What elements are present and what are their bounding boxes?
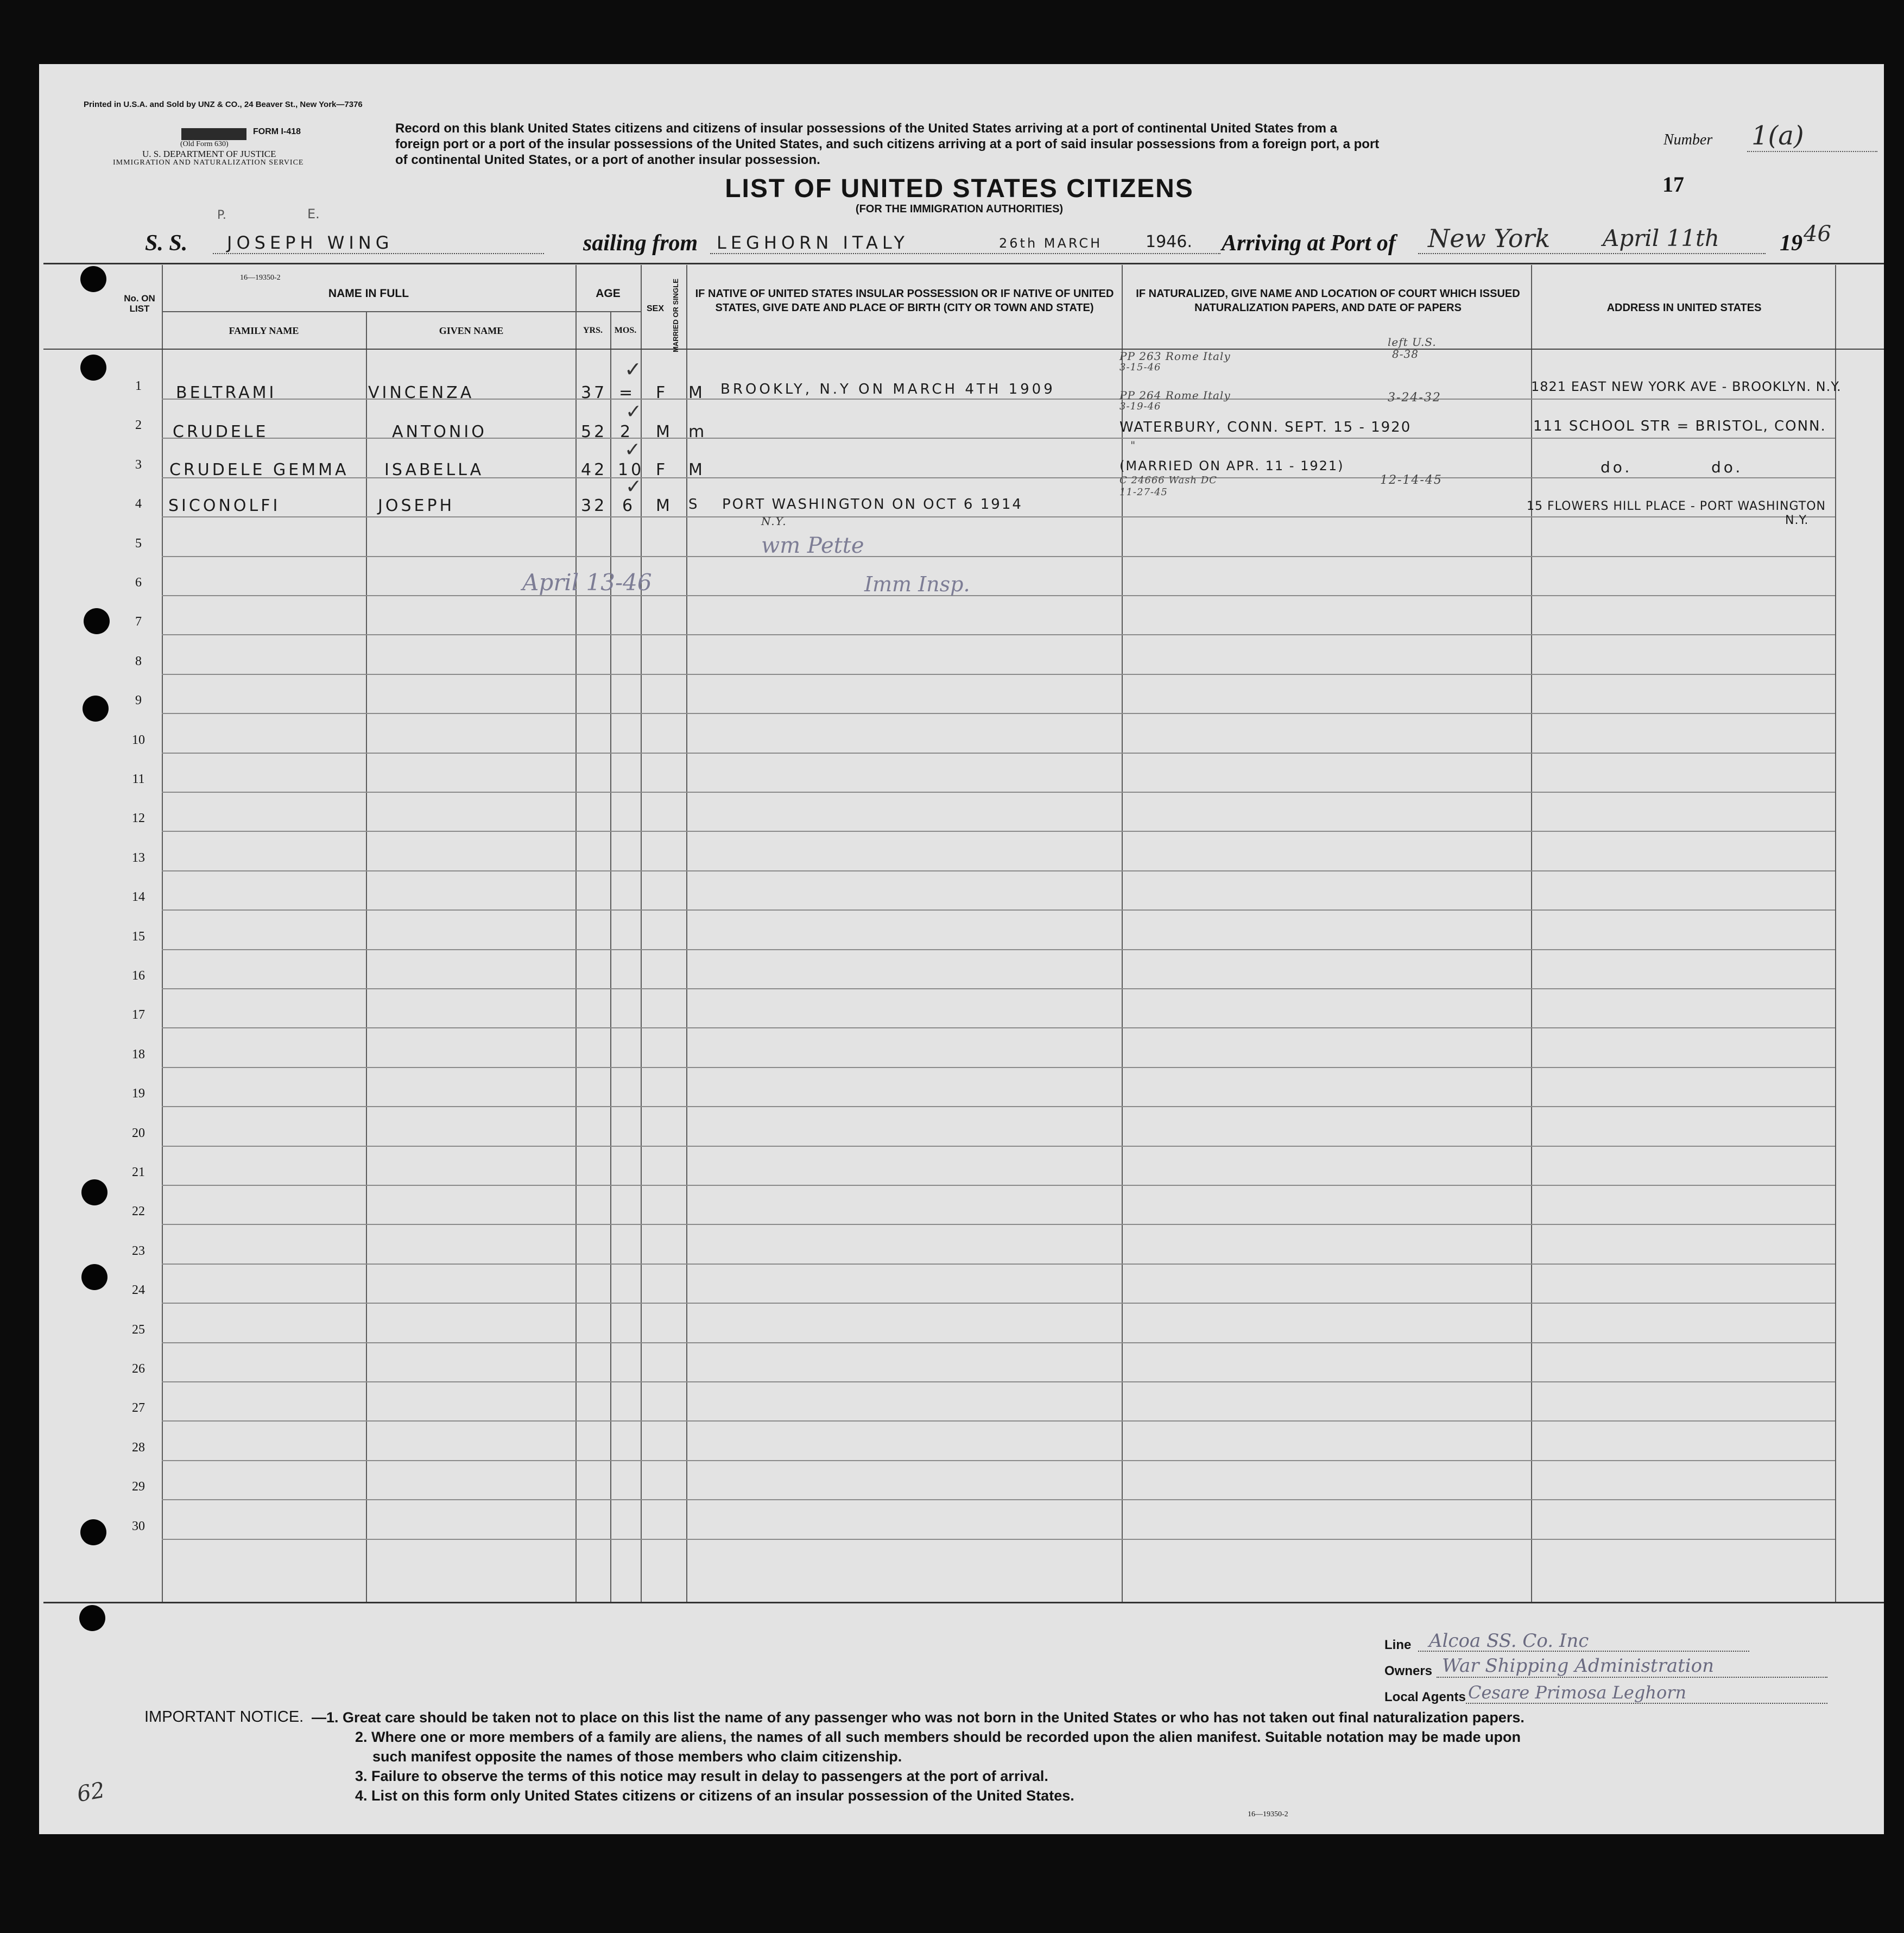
address-4: 15 FLOWERS HILL PLACE - PORT WASHINGTON [1527, 500, 1826, 513]
family-name-3: CRUDELE GEMMA [169, 460, 349, 479]
birth-1: BROOKLY, N.Y ON MARCH 4TH 1909 [720, 381, 1055, 397]
age-yrs-4: 32 [581, 496, 608, 515]
nat-note-1: PP 263 Rome Italy [1119, 350, 1231, 363]
birth-4: PORT WASHINGTON ON OCT 6 1914 [722, 496, 1023, 513]
birth2-4: N.Y. [761, 515, 787, 528]
punch-hole [81, 1179, 107, 1205]
row-number: 27 [132, 1401, 145, 1415]
row-number: 5 [135, 536, 142, 551]
row-number: 22 [132, 1204, 145, 1218]
sex-2: M [656, 422, 673, 441]
row-rule [162, 753, 1835, 754]
row-rule [162, 1264, 1835, 1265]
sex-4: M [656, 496, 673, 515]
ship-dotted-line [213, 253, 544, 254]
signature-title: Imm Insp. [864, 572, 970, 596]
sailing-dotted-line [710, 253, 1220, 254]
punch-hole [80, 1519, 106, 1545]
row-number: 16 [132, 969, 145, 983]
sailing-from: LEGHORN ITALY [717, 232, 909, 253]
punch-hole [81, 1264, 107, 1290]
notice-item-4: 4. List on this form only United States citizens or citizens of an insular possession of the United States. [355, 1787, 1074, 1804]
header-naturalized: IF NATURALIZED, GIVE NAME AND LOCATION OF COURT WHICH ISSUED NATURALIZATION PAPERS, AND DATE OF PAPERS [1136, 288, 1520, 314]
record-line: foreign port or a port of the insular possessions of the United States, and such citizens arriving at a port of said insular possessions from a foreign port, a port [395, 137, 1380, 151]
nat-extra2-1: 8-38 [1392, 348, 1419, 361]
address-1: 1821 EAST NEW YORK AVE - BROOKLYN. N.Y. [1531, 379, 1842, 394]
row-number: 25 [132, 1323, 145, 1337]
header-no-on-list: No. ON LIST [124, 293, 155, 314]
age-mos-3: 10 [618, 460, 644, 479]
nat-date-2: 3-24-32 [1388, 391, 1441, 405]
row-rule [162, 1027, 1835, 1028]
family-name-2: CRUDELE [173, 422, 269, 441]
signature: wm Pette [761, 533, 864, 558]
row-rule [162, 595, 1835, 596]
punch-hole [84, 608, 110, 634]
address-3b: do. [1711, 458, 1743, 476]
row-number: 3 [135, 458, 142, 472]
arrival-year: 46 [1804, 222, 1831, 247]
ship-prefix: P. [217, 209, 226, 222]
marital-3: M [688, 460, 705, 479]
notice-item-1: —1. Great care should be taken not to place on this list the name of any passenger who was not born in the United States or who has not taken out final naturalization papers. [312, 1709, 1525, 1726]
col-rule [1835, 265, 1836, 1602]
row-number: 29 [132, 1480, 145, 1494]
row-rule [162, 713, 1835, 714]
row-number: 1 [135, 379, 142, 393]
given-name-3: ISABELLA [384, 460, 484, 479]
row-rule [162, 1303, 1835, 1304]
given-name-1: VINCENZA [368, 383, 475, 402]
row-number: 8 [135, 654, 142, 668]
row-rule [162, 1067, 1835, 1068]
row-number: 9 [135, 693, 142, 707]
row-number: 19 [132, 1086, 145, 1101]
notice-item-2: 2. Where one or more members of a family are aliens, the names of all such members should be recorded upon the alien manifest. Suitable notation may be made upon [355, 1729, 1521, 1745]
agents-dotted-line [1466, 1703, 1827, 1704]
row-number: 20 [132, 1126, 145, 1140]
agents-value: Cesare Primosa Leghorn [1468, 1682, 1687, 1703]
row-rule [162, 792, 1835, 793]
row-rule [162, 1381, 1835, 1382]
record-instructions [395, 121, 1379, 168]
row-number: 28 [132, 1441, 145, 1455]
age-header-rule [575, 311, 641, 312]
line-label: Line [1384, 1638, 1412, 1652]
notice-label: IMPORTANT NOTICE. [144, 1708, 304, 1726]
row-rule [162, 674, 1835, 675]
owners-dotted-line [1437, 1677, 1827, 1678]
given-name-4: JOSEPH [378, 496, 455, 515]
age-mos-1: = [619, 383, 636, 402]
nat-note-3: " [1130, 439, 1138, 452]
nat-note2-2: 3-19-46 [1119, 401, 1161, 412]
row-rule [162, 516, 1835, 517]
notice-item-3: 3. Failure to observe the terms of this notice may result in delay to passengers at the port of arrival. [355, 1768, 1048, 1784]
row-rule [162, 1224, 1835, 1225]
page-title: LIST OF UNITED STATES CITIZENS [725, 174, 1194, 203]
name-header-rule [162, 311, 575, 312]
department-label: U. S. DEPARTMENT OF JUSTICE [142, 149, 276, 159]
ship-name-insert: E. [307, 206, 320, 222]
nat-date-3: 12-14-45 [1380, 473, 1443, 487]
check-mark: ✓ [625, 401, 642, 423]
header-bottom-rule [43, 349, 1884, 350]
header-name-in-full: NAME IN FULL [328, 287, 409, 300]
check-mark: ✓ [625, 476, 642, 498]
nat-note2-3: C 24666 Wash DC [1119, 475, 1217, 486]
row-rule [162, 1342, 1835, 1343]
page-number: 17 [1662, 172, 1684, 197]
punch-hole [80, 266, 106, 292]
row-rule [162, 1539, 1835, 1540]
punch-hole [80, 355, 106, 381]
sex-3: F [656, 460, 668, 479]
row-rule [162, 1420, 1835, 1422]
row-rule [162, 988, 1835, 989]
col-rule [1531, 265, 1532, 1602]
row-number: 21 [132, 1165, 145, 1179]
family-name-1: BELTRAMI [176, 383, 277, 402]
row-number: 18 [132, 1047, 145, 1062]
row-number: 30 [132, 1519, 145, 1533]
col-rule [610, 311, 611, 1602]
header-address: ADDRESS IN UNITED STATES [1606, 302, 1762, 314]
row-rule [162, 1499, 1835, 1500]
row-number: 24 [132, 1283, 145, 1297]
row-rule [162, 949, 1835, 950]
corner-note: 62 [75, 1777, 107, 1808]
page-subtitle: (FOR THE IMMIGRATION AUTHORITIES) [855, 203, 1064, 215]
punch-hole [79, 1605, 105, 1631]
marital-2: m [688, 422, 707, 441]
row-number: 7 [135, 615, 142, 629]
row-number: 23 [132, 1244, 145, 1258]
row-rule [162, 831, 1835, 832]
check-mark: ✓ [624, 357, 642, 381]
header-given-name: GIVEN NAME [439, 325, 504, 336]
nat-note-2: PP 264 Rome Italy [1119, 389, 1231, 402]
address-3a: do. [1601, 458, 1633, 476]
number-value: 1(a) [1751, 121, 1804, 151]
marital-1: M [688, 383, 705, 402]
row-rule [162, 1146, 1835, 1147]
old-form-label: (Old Form 630) [180, 140, 229, 148]
marital-4: S [688, 496, 700, 513]
nat-main-3: (MARRIED ON APR. 11 - 1921) [1119, 458, 1344, 473]
nat-main-2: WATERBURY, CONN. SEPT. 15 - 1920 [1119, 419, 1412, 435]
owners-label: Owners [1384, 1664, 1433, 1678]
record-line: Record on this blank United States citizens and citizens of insular possessions of the United States arriving at a port of continental United States from a [395, 121, 1337, 136]
header-native: IF NATIVE OF UNITED STATES INSULAR POSSESSION OR IF NATIVE OF UNITED STATES, GIVE DATE AND PLACE OF BIRTH (CITY OR TOWN AND STATE) [695, 288, 1114, 314]
age-mos-2: 2 [620, 422, 634, 441]
service-label: IMMIGRATION AND NATURALIZATION SERVICE [113, 159, 304, 167]
age-yrs-1: 37 [581, 383, 608, 402]
arriving-label: Arriving at Port of [1222, 231, 1396, 256]
header-age: AGE [596, 287, 621, 300]
col-rule [686, 265, 687, 1602]
redaction-bar [181, 128, 246, 140]
header-mos: MOS. [614, 326, 637, 335]
nat-note3-3: 11-27-45 [1119, 487, 1168, 498]
sailing-date: 26th MARCH [999, 236, 1103, 251]
row-rule [162, 634, 1835, 635]
row-rule [162, 870, 1835, 871]
row-number: 17 [132, 1008, 145, 1022]
row-number: 14 [132, 890, 145, 904]
owners-value: War Shipping Administration [1442, 1655, 1715, 1677]
nat-extra-1: left U.S. [1388, 336, 1437, 349]
age-yrs-2: 52 [581, 422, 608, 441]
date-stamp: April 13-46 [522, 569, 652, 596]
number-label: Number [1663, 131, 1713, 148]
arriving-port: New York [1428, 224, 1551, 253]
table-bottom-rule [43, 1602, 1884, 1603]
nat-note2-1: 3-15-46 [1119, 362, 1161, 373]
notice-item-2-cont: such manifest opposite the names of those members who claim citizenship. [372, 1748, 902, 1765]
row-rule [162, 1460, 1835, 1461]
row-rule [162, 1106, 1835, 1107]
address-2: 111 SCHOOL STR = BRISTOL, CONN. [1533, 418, 1826, 434]
manifest-sheet [39, 64, 1884, 1834]
row-number: 12 [132, 811, 145, 825]
col-rule [366, 311, 367, 1602]
sex-1: F [656, 383, 668, 402]
row-number: 13 [132, 851, 145, 865]
col-rule [575, 265, 577, 1602]
line-value: Alcoa SS. Co. Inc [1429, 1630, 1589, 1652]
given-name-2: ANTONIO [392, 422, 487, 441]
form-number: FORM I-418 [253, 127, 301, 136]
header-yrs: YRS. [583, 326, 603, 335]
row-number: 10 [132, 733, 145, 747]
sailing-year: 1946. [1146, 232, 1192, 251]
ss-label: S. S. [145, 231, 188, 256]
row-number: 6 [135, 576, 142, 590]
arrival-year-prefix: 19 [1780, 231, 1802, 256]
family-name-4: SICONOLFI [168, 496, 281, 515]
header-married-single: MARRIED OR SINGLE [672, 279, 680, 352]
row-rule [162, 1185, 1835, 1186]
row-number: 26 [132, 1362, 145, 1376]
printer-line: Printed in U.S.A. and Sold by UNZ & CO., 24 Beaver St., New York—7376 [84, 100, 363, 109]
row-number: 11 [132, 772, 145, 786]
row-number: 15 [132, 930, 145, 944]
check-mark: ✓ [624, 439, 641, 461]
punch-hole [83, 696, 109, 722]
sailing-label: sailing from [583, 231, 698, 256]
agents-label: Local Agents [1384, 1690, 1466, 1704]
form-code: 16—19350-2 [240, 274, 281, 282]
row-rule [162, 909, 1835, 911]
address2-4: N.Y. [1785, 514, 1809, 527]
ship-name: JOSEPH WING [227, 232, 394, 253]
arriving-dotted-line [1418, 253, 1766, 254]
row-number: 4 [135, 497, 142, 511]
row-rule [162, 556, 1835, 557]
age-mos-4: 6 [622, 496, 636, 515]
header-sex: SEX [646, 304, 664, 313]
number-dotted-line [1747, 151, 1877, 152]
header-family-name: FAMILY NAME [229, 325, 299, 336]
age-yrs-3: 42 [581, 460, 608, 479]
table-top-rule [43, 263, 1884, 264]
record-line: of continental United States, or a port of another insular possession. [395, 153, 820, 167]
arrival-date: April 11th [1603, 225, 1719, 251]
footer-form-code: 16—19350-2 [1248, 1810, 1288, 1818]
row-number: 2 [135, 418, 142, 432]
